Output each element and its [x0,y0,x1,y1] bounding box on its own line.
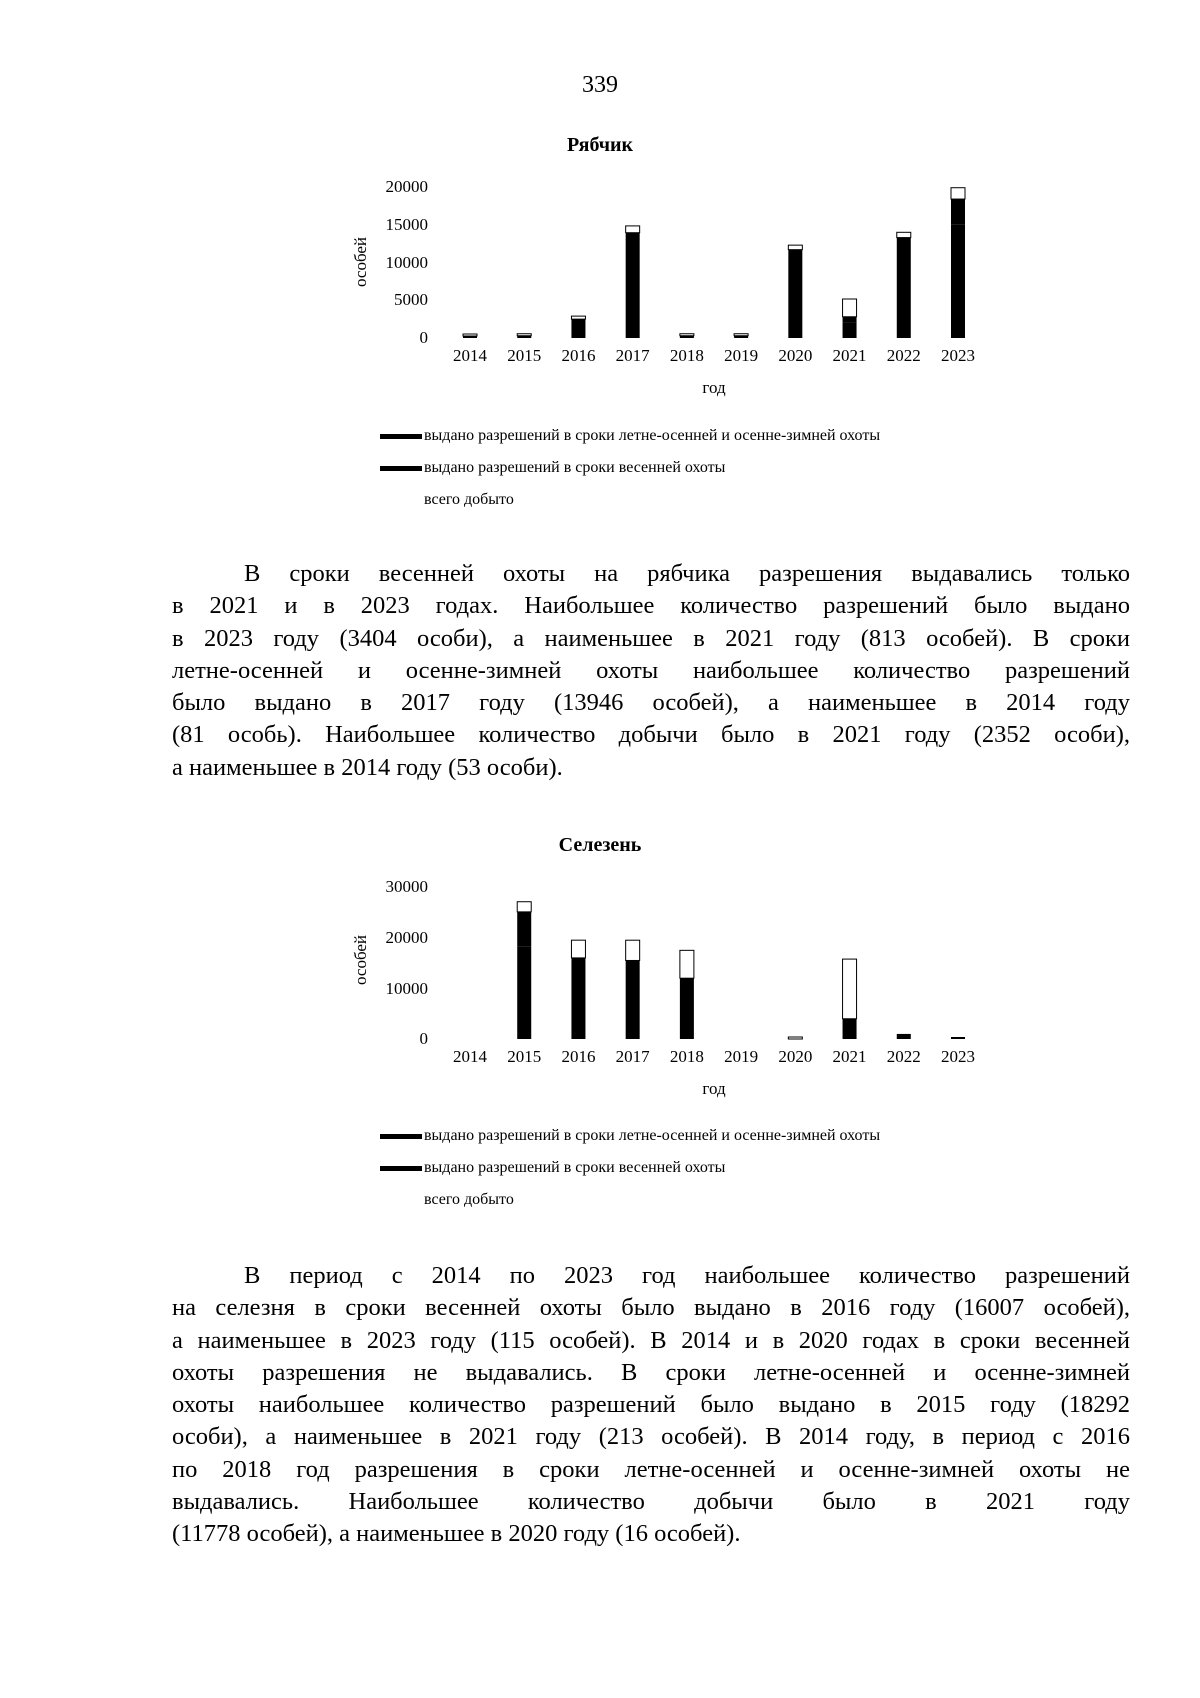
paragraph-line: особи), а наименьшее в 2021 году (213 особей). В 2014 году, в период с 2016 [172,1423,1130,1451]
legend-item-spring [380,1152,880,1184]
bar-spring [626,960,640,1039]
x-tick-label: 2020 [778,1047,813,1066]
x-tick-label: 2022 [886,1047,921,1066]
bar-harvest [571,940,585,958]
x-tick-label: 2014 [453,1047,487,1066]
x-tick-label: 2023 [941,346,975,365]
paragraph-ryabchik [172,558,1130,784]
legend-swatch [380,434,422,439]
legend-swatch [380,466,422,471]
paragraph-line: (11778 особей), а наименьшее в 2020 году (16 особей). [172,1520,741,1548]
chart-title-ryabchik: Рябчик [566,134,634,156]
x-tick-label: 2019 [724,1047,759,1066]
paragraph-line: летне-осенней и осенне-зимней охоты наибольшее количество разрешений [172,656,1130,684]
legend-item-harvest [380,484,880,516]
bar-harvest [517,902,531,912]
legend-label: всего добыто [424,491,514,508]
y-tick-label: 30000 [385,877,428,896]
bar-spring [680,978,694,1039]
paragraph-line: на селезня в сроки весенней охоты было выдано в 2016 году (16007 особей), [172,1294,1130,1322]
bar-harvest [571,316,585,319]
bar-summer-autumn [897,238,911,338]
y-axis-label: особей [351,236,370,288]
x-axis-label: год [702,1079,726,1098]
bar-harvest [897,232,911,237]
bar-harvest [734,334,748,336]
bar-summer-autumn [788,250,802,338]
paragraph-line: было выдано в 2017 году (13946 особей), а наименьшее в 2014 году [172,689,1130,717]
legend-label: выдано разрешений в сроки весенней охоты [424,1159,726,1176]
y-tick-label: 15000 [385,215,428,234]
y-tick-label: 20000 [385,177,428,196]
bar-summer-autumn [571,319,585,338]
paragraph-line: а наименьшее в 2023 году (115 особей). В 2014 и в 2020 годах в сроки весенней [172,1326,1130,1354]
x-tick-label: 2014 [453,346,487,365]
legend-item-summer-autumn [380,420,880,452]
bar-harvest [951,188,965,199]
paragraph-selezen [172,1260,1130,1551]
chart-legend-selezen [380,1120,880,1216]
paragraph-line: охоты разрешения не выдавались. В сроки летне-осенней и осенне-зимней [172,1358,1130,1386]
y-tick-label: 10000 [385,253,428,272]
x-tick-label: 2021 [832,1047,867,1066]
x-tick-label: 2023 [941,1047,975,1066]
paragraph-line: В период с 2014 по 2023 год наибольшее количество разрешений [244,1262,1130,1289]
chart-ryabchik [0,165,1200,395]
y-tick-label: 10000 [385,979,428,998]
y-tick-label: 5000 [394,290,428,309]
bar-spring [897,1034,911,1039]
bar-summer-autumn [843,323,857,338]
paragraph-line: а наименьшее в 2014 году (53 особи). [172,753,563,781]
paragraph-line: по 2018 год разрешения в сроки летне-осенней и осенне-зимней охоты не [172,1455,1130,1483]
bar-harvest [626,226,640,233]
chart-legend-ryabchik [380,420,880,516]
bar-harvest [680,334,694,336]
paragraph-line: выдавались. Наибольшее количество добычи было в 2021 году [172,1488,1130,1516]
x-tick-label: 2015 [507,1047,542,1066]
bar-summer-autumn [843,1037,857,1039]
bar-harvest [788,245,802,250]
bar-spring [951,1037,965,1039]
bar-harvest [517,334,531,336]
bar-spring [571,958,585,1039]
x-tick-label: 2018 [669,1047,704,1066]
bar-harvest [788,1037,802,1039]
x-tick-label: 2016 [561,1047,596,1066]
x-tick-label: 2015 [507,346,542,365]
y-tick-label: 0 [419,328,428,347]
x-tick-label: 2016 [561,346,596,365]
bar-summer-autumn [951,225,965,338]
legend-label: выдано разрешений в сроки летне-осенней и осенне-зимней охоты [424,1127,881,1144]
bar-harvest [680,950,694,978]
bar-spring [843,1019,857,1037]
y-tick-label: 20000 [385,928,428,947]
bar-harvest [626,940,640,960]
bar-spring [951,199,965,225]
x-tick-label: 2020 [778,346,813,365]
x-tick-label: 2017 [615,346,650,365]
y-axis-label: особей [351,934,370,986]
legend-swatch [380,1166,422,1171]
page-number: 339 [582,72,618,98]
chart-selezen [0,865,1200,1105]
chart-title-selezen: Селезень [558,834,642,856]
bar-harvest [843,959,857,1019]
bar-harvest [843,299,857,317]
legend-item-spring [380,452,880,484]
x-tick-label: 2022 [886,346,921,365]
paragraph-line: В сроки весенней охоты на рябчика разрешения выдавались только [244,560,1130,587]
paragraph-line: (81 особь). Наибольшее количество добычи было в 2021 году (2352 особи), [172,721,1130,749]
x-tick-label: 2019 [724,346,759,365]
x-tick-label: 2018 [669,346,704,365]
legend-item-harvest [380,1184,880,1216]
legend-item-summer-autumn [380,1120,880,1152]
legend-label: выдано разрешений в сроки весенней охоты [424,459,726,476]
legend-label: всего добыто [424,1191,514,1208]
paragraph-line: в 2023 году (3404 особи), а наименьшее в 2021 году (813 особей). В сроки [172,624,1130,652]
bar-harvest [463,334,477,336]
legend-label: выдано разрешений в сроки летне-осенней и осенне-зимней охоты [424,427,881,444]
paragraph-line: охоты наибольшее количество разрешений было выдано в 2015 году (18292 [172,1391,1130,1419]
bar-spring [843,317,857,323]
paragraph-line: в 2021 и в 2023 годах. Наибольшее количество разрешений было выдано [172,592,1130,620]
legend-swatch [380,1134,422,1139]
bar-summer-autumn [517,946,531,1039]
x-axis-label: год [702,378,726,397]
x-tick-label: 2021 [832,346,867,365]
bar-spring [517,912,531,946]
bar-summer-autumn [626,233,640,338]
x-tick-label: 2017 [615,1047,650,1066]
y-tick-label: 0 [419,1029,428,1048]
